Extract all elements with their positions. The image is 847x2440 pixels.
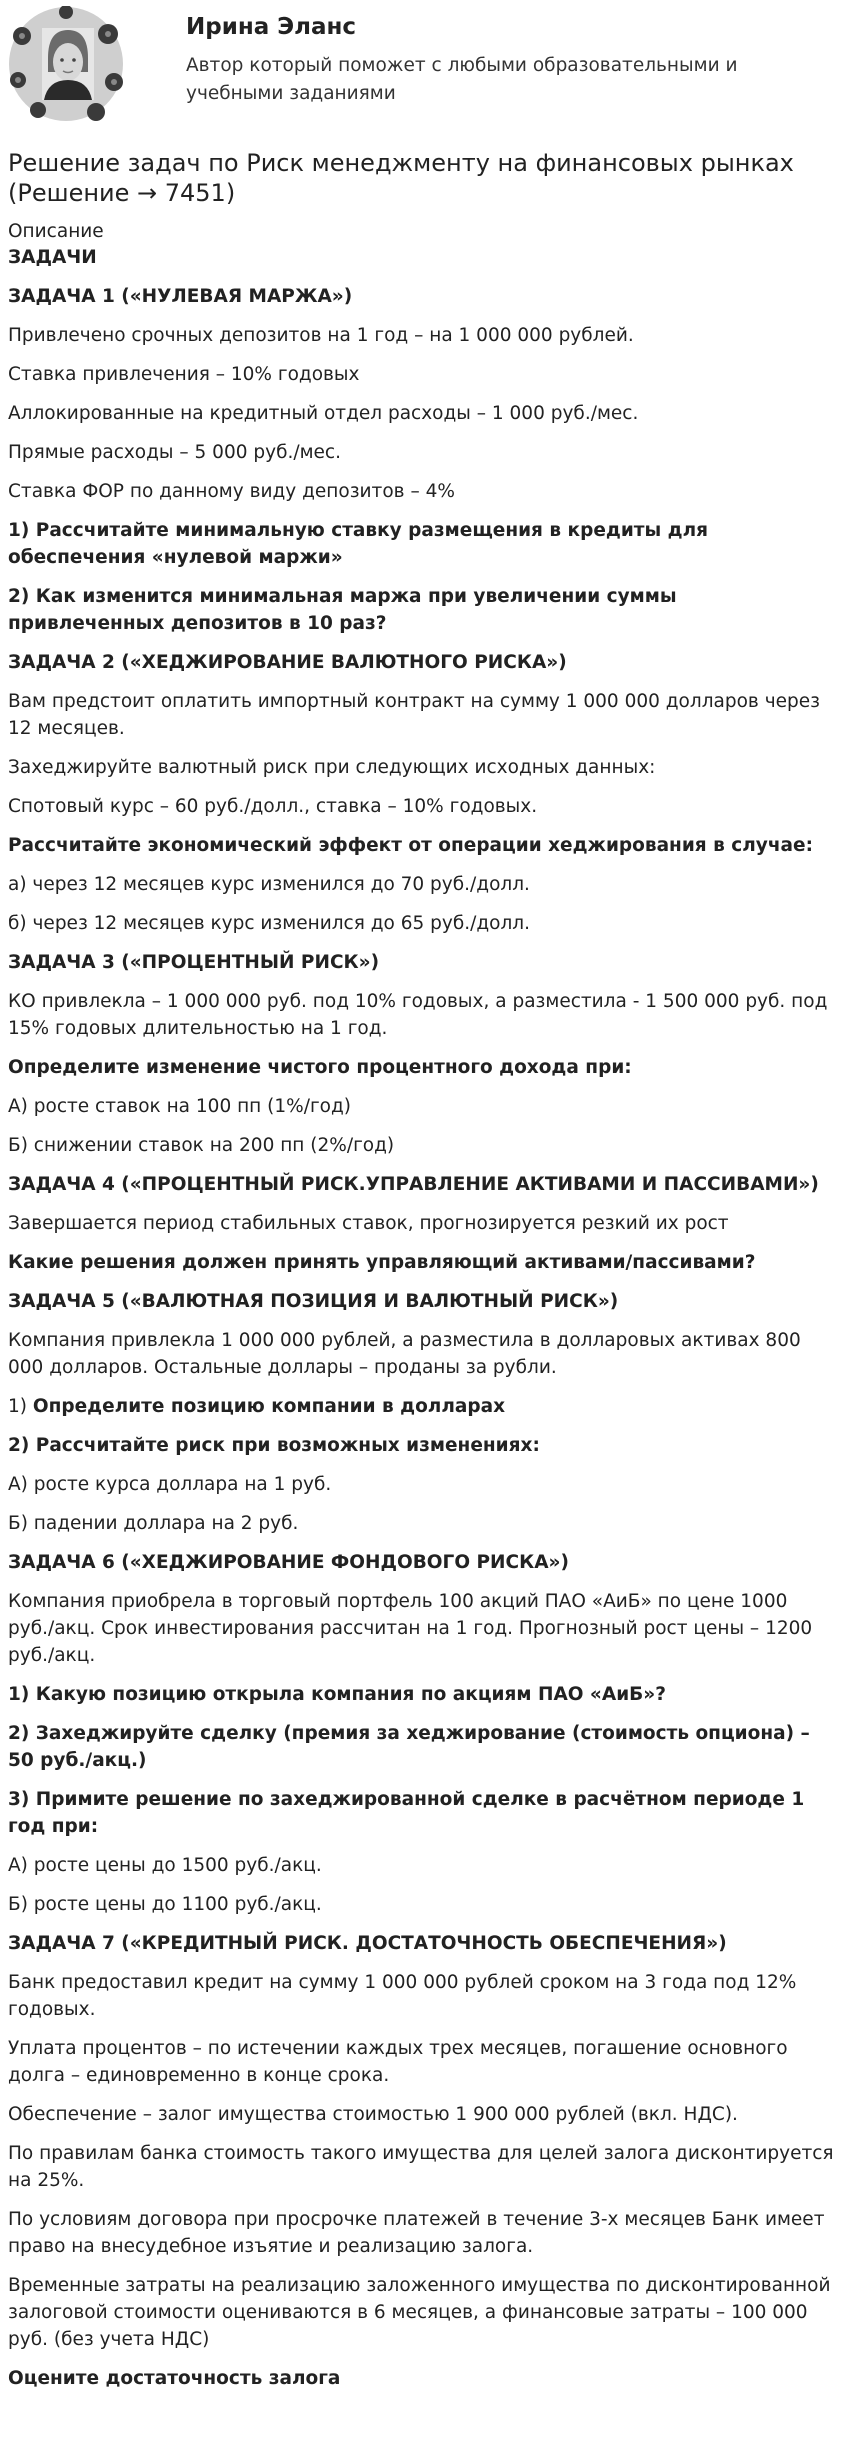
author-name[interactable]: Ирина Эланс: [186, 14, 357, 40]
bold-paragraph: 2) Как изменится минимальная маржа при увеличении суммы привлеченных депозитов в 10 раз?: [8, 586, 677, 634]
bold-paragraph: Какие решения должен принять управляющий активами/пассивами?: [8, 1252, 756, 1273]
paragraph: По правилам банка стоимость такого имущества для целей залога дисконтируется на 25%.: [8, 2143, 834, 2191]
paragraph: Привлечено срочных депозитов на 1 год – на 1 000 000 рублей.: [8, 325, 634, 346]
paragraph: Прямые расходы – 5 000 руб./мес.: [8, 442, 341, 463]
paragraph: Б) росте цены до 1100 руб./акц.: [8, 1894, 322, 1915]
bold-paragraph: ЗАДАЧА 6 («ХЕДЖИРОВАНИЕ ФОНДОВОГО РИСКА»): [8, 1552, 569, 1573]
paragraph: Б) падении доллара на 2 руб.: [8, 1513, 299, 1534]
paragraph: [8, 1393, 837, 1420]
paragraph: По условиям договора при просрочке платежей в течение 3-х месяцев Банк имеет право на внесудебное изъятие и реализацию залога.: [8, 2209, 825, 2257]
paragraph: Завершается период стабильных ставок, прогнозируется резкий их рост: [8, 1213, 729, 1234]
paragraph: Ставка привлечения – 10% годовых: [8, 364, 360, 385]
author-info: [186, 6, 786, 124]
author-header: [0, 0, 847, 124]
bold-paragraph: Оцените достаточность залога: [8, 2368, 341, 2389]
bold-paragraph: ЗАДАЧА 4 («ПРОЦЕНТНЫЙ РИСК.УПРАВЛЕНИЕ АКТИВАМИ И ПАССИВАМИ»): [8, 1174, 819, 1195]
bold-paragraph: 2) Рассчитайте риск при возможных изменениях:: [8, 1435, 540, 1456]
task-description: [8, 244, 837, 2392]
bold-paragraph: ЗАДАЧА 1 («НУЛЕВАЯ МАРЖА»): [8, 286, 353, 307]
paragraph-prefix: 1): [8, 1396, 33, 1417]
bold-paragraph: 1) Какую позицию открыла компания по акциям ПАО «АиБ»?: [8, 1684, 666, 1705]
paragraph-bold-text: Определите позицию компании в долларах: [32, 1396, 506, 1417]
paragraph: А) росте ставок на 100 пп (1%/год): [8, 1096, 352, 1117]
paragraph: Захеджируйте валютный риск при следующих исходных данных:: [8, 757, 656, 778]
bold-paragraph: ЗАДАЧИ: [8, 247, 97, 268]
bold-paragraph: 2) Захеджируйте сделку (премия за хеджирование (стоимость опциона) – 50 руб./акц.): [8, 1723, 810, 1771]
paragraph: КО привлекла – 1 000 000 руб. под 10% годовых, а разместила - 1 500 000 руб. под 15% годовых длительностью на 1 год.: [8, 991, 828, 1039]
author-description: Автор который поможет с любыми образовательными и учебными заданиями: [186, 55, 738, 104]
paragraph: Уплата процентов – по истечении каждых трех месяцев, погашение основного долга – единовременно в конце срока.: [8, 2038, 788, 2086]
paragraph: Б) снижении ставок на 200 пп (2%/год): [8, 1135, 395, 1156]
paragraph: А) росте цены до 1500 руб./акц.: [8, 1855, 322, 1876]
avatar[interactable]: [8, 6, 124, 122]
bold-paragraph: ЗАДАЧА 3 («ПРОЦЕНТНЫЙ РИСК»): [8, 952, 380, 973]
paragraph: А) росте курса доллара на 1 руб.: [8, 1474, 332, 1495]
paragraph: а) через 12 месяцев курс изменился до 70 руб./долл.: [8, 874, 530, 895]
bold-paragraph: 3) Примите решение по захеджированной сделке в расчётном периоде 1 год при:: [8, 1789, 805, 1837]
paragraph: Обеспечение – залог имущества стоимостью 1 900 000 рублей (вкл. НДС).: [8, 2104, 738, 2125]
paragraph: Компания приобрела в торговый портфель 100 акций ПАО «АиБ» по цене 1000 руб./акц. Срок инвестирования рассчитан на 1 год. Прогнозный рост цены – 1200 руб./акц.: [8, 1591, 813, 1666]
bold-paragraph: Рассчитайте экономический эффект от операции хеджирования в случае:: [8, 835, 813, 856]
paragraph: Банк предоставил кредит на сумму 1 000 000 рублей сроком на 3 года под 12% годовых.: [8, 1972, 797, 2020]
paragraph: Аллокированные на кредитный отдел расходы – 1 000 руб./мес.: [8, 403, 639, 424]
paragraph: Временные затраты на реализацию заложенного имущества по дисконтированной залоговой стоимости оцениваются в 6 месяцев, а финансовые затраты – 100 000 руб. (без учета НДС): [8, 2275, 831, 2350]
bold-paragraph: ЗАДАЧА 5 («ВАЛЮТНАЯ ПОЗИЦИЯ И ВАЛЮТНЫЙ РИСК»): [8, 1291, 619, 1312]
bold-paragraph: ЗАДАЧА 7 («КРЕДИТНЫЙ РИСК. ДОСТАТОЧНОСТЬ ОБЕСПЕЧЕНИЯ»): [8, 1933, 727, 1954]
paragraph: Спотовый курс – 60 руб./долл., ставка – 10% годовых.: [8, 796, 538, 817]
main-content: [0, 148, 847, 2392]
paragraph: Ставка ФОР по данному виду депозитов – 4%: [8, 481, 455, 502]
bold-paragraph: ЗАДАЧА 2 («ХЕДЖИРОВАНИЕ ВАЛЮТНОГО РИСКА»): [8, 652, 567, 673]
description-label: Описание: [8, 221, 104, 242]
bold-paragraph: Определите изменение чистого процентного дохода при:: [8, 1057, 632, 1078]
paragraph: б) через 12 месяцев курс изменился до 65 руб./долл.: [8, 913, 530, 934]
paragraph: Вам предстоит оплатить импортный контракт на сумму 1 000 000 долларов через 12 месяцев.: [8, 691, 820, 739]
bold-paragraph: 1) Рассчитайте минимальную ставку размещения в кредиты для обеспечения «нулевой маржи»: [8, 520, 709, 568]
paragraph: Компания привлекла 1 000 000 рублей, а разместила в долларовых активах 800 000 долларов. Остальные доллары – проданы за рубли.: [8, 1330, 801, 1378]
author-avatar-image: [8, 6, 124, 122]
page-title: Решение задач по Риск менеджменту на финансовых рынках (Решение → 7451): [8, 149, 794, 207]
